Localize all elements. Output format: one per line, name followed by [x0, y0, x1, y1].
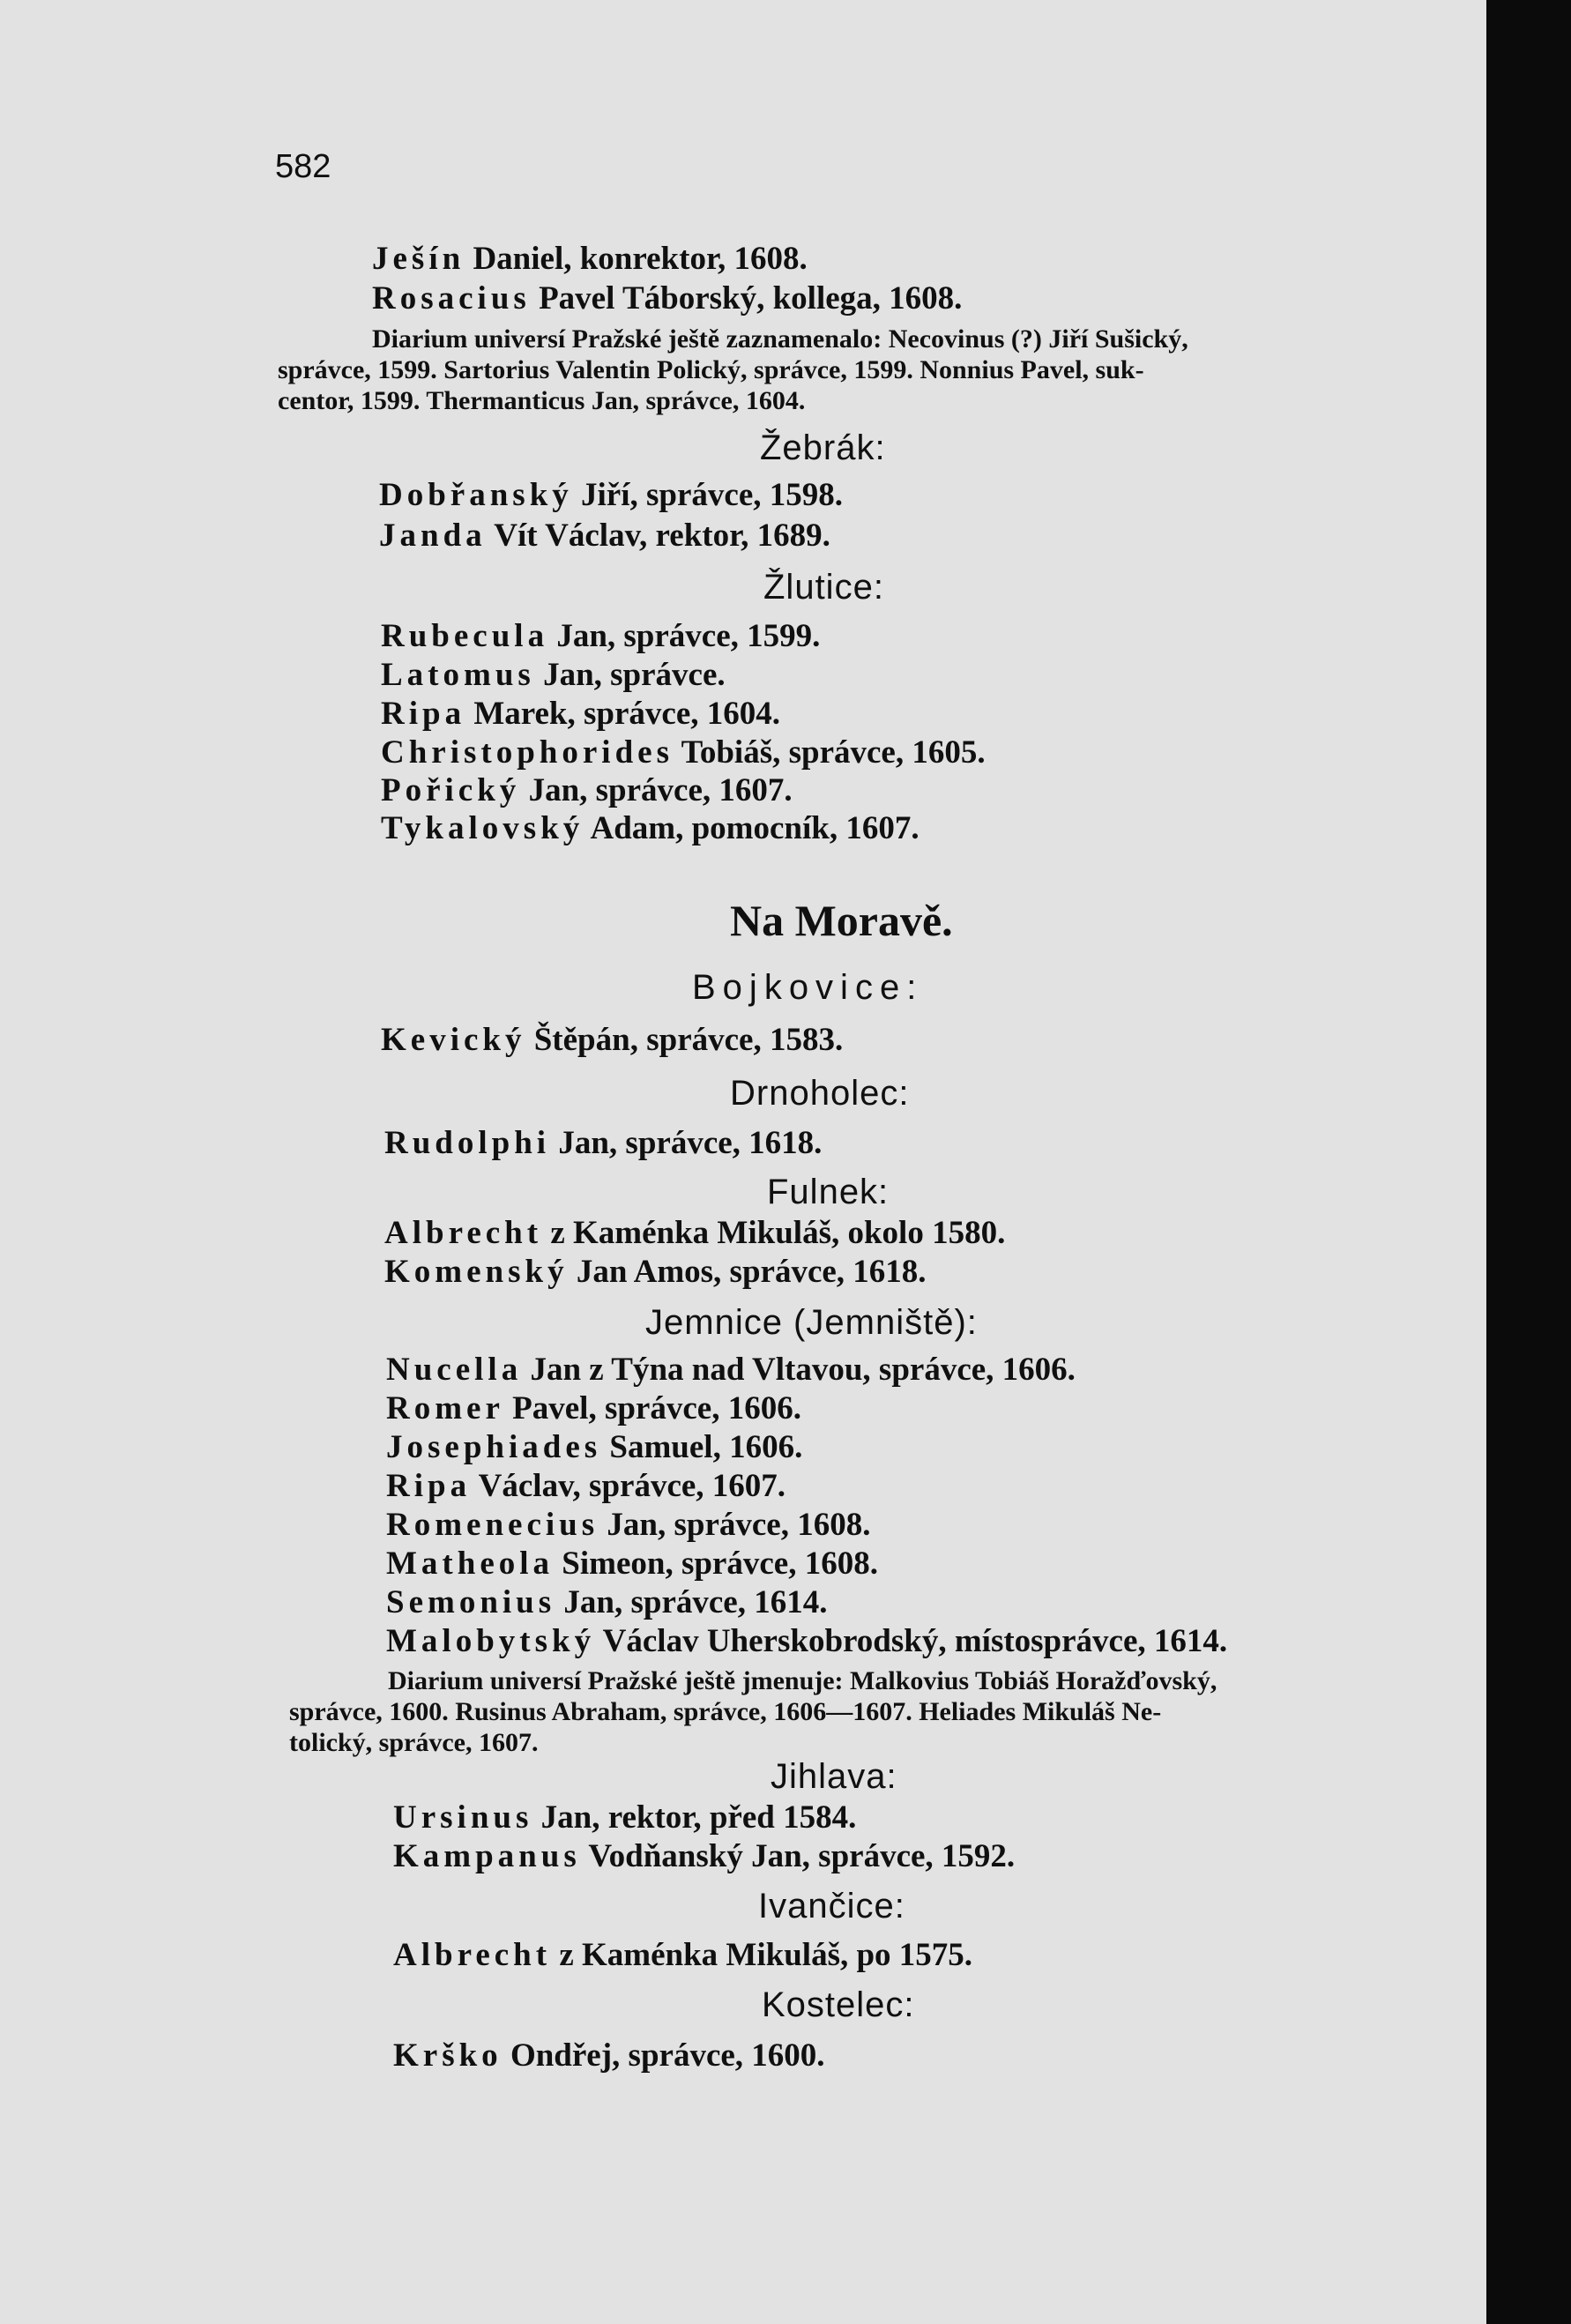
entry-surname: Ripa	[381, 696, 466, 732]
entry-line	[384, 1214, 1005, 1252]
entry-line	[386, 1506, 870, 1544]
note-line: správce, 1600. Rusinus Abraham, správce, 1606—1607. Heliades Mikuláš Ne-	[289, 1697, 1162, 1726]
entry-line	[386, 1545, 878, 1583]
entry-details: Jan z Týna nad Vltavou, správce, 1606.	[522, 1352, 1076, 1388]
place-heading: Kostelec:	[762, 1985, 915, 2024]
entry-surname: Janda	[379, 518, 487, 554]
place-heading: Jihlava:	[771, 1757, 897, 1796]
entry-surname: Malobytský	[386, 1623, 596, 1659]
entry-details: Daniel, konrektor, 1608.	[465, 241, 808, 277]
place-heading: Bojkovice:	[692, 968, 924, 1007]
entry-details: z Kaménka Mikuláš, okolo 1580.	[542, 1215, 1006, 1251]
entry-surname: Ursinus	[393, 1799, 533, 1836]
entry-surname: Rudolphi	[384, 1125, 551, 1161]
entry-surname: Albrecht	[384, 1215, 543, 1251]
note-line: Diarium universí Pražské ještě zaznamenalo: Necovinus (?) Jiří Sušický,	[372, 324, 1188, 354]
entry-line	[393, 1837, 1015, 1875]
entry-line	[386, 1467, 786, 1505]
entry-details: Jan, správce.	[534, 657, 726, 693]
note-line: centor, 1599. Thermanticus Jan, správce, 1604.	[278, 386, 806, 415]
entry-line	[379, 476, 843, 514]
note-line: Diarium universí Pražské ještě jmenuje: Malkovius Tobiáš Horažďovský,	[388, 1666, 1217, 1695]
entry-line	[381, 695, 780, 733]
entry-line	[386, 1428, 802, 1466]
entry-details: Ondřej, správce, 1600.	[502, 2037, 825, 2074]
region-heading: Na Moravě.	[730, 896, 953, 945]
entry-details: z Kaménka Mikuláš, po 1575.	[551, 1937, 973, 1973]
entry-surname: Komenský	[384, 1254, 569, 1290]
entry-surname: Semonius	[386, 1584, 556, 1620]
entry-surname: Matheola	[386, 1546, 555, 1582]
entry-surname: Josephiades	[386, 1429, 602, 1465]
entry-line	[393, 1799, 856, 1836]
entry-details: Vodňanský Jan, správce, 1592.	[580, 1838, 1016, 1874]
entry-line	[381, 617, 820, 655]
entry-line	[393, 1936, 972, 1974]
entry-details: Jan, správce, 1607.	[520, 772, 793, 808]
entry-details: Vít Václav, rektor, 1689.	[486, 518, 830, 554]
entry-details: Pavel Táborský, kollega, 1608.	[530, 280, 963, 317]
entry-surname: Christophorides	[381, 734, 674, 771]
entry-surname: Nucella	[386, 1352, 523, 1388]
entry-surname: Kevický	[381, 1022, 526, 1058]
entry-line	[386, 1583, 827, 1621]
entry-line	[381, 809, 920, 847]
entry-details: Štěpán, správce, 1583.	[525, 1022, 844, 1058]
entry-surname: Krško	[393, 2037, 503, 2074]
entry-line	[372, 279, 962, 317]
entry-line	[386, 1351, 1076, 1389]
entry-details: Marek, správce, 1604.	[465, 696, 780, 732]
place-heading: Drnoholec:	[730, 1074, 910, 1113]
entry-details: Tobiáš, správce, 1605.	[673, 734, 986, 771]
place-heading: Jemnice (Jemniště):	[645, 1303, 978, 1342]
entry-line	[381, 771, 793, 809]
place-heading: Ivančice:	[758, 1887, 905, 1925]
entry-surname: Kampanus	[393, 1838, 581, 1874]
entry-details: Jan, správce, 1599.	[548, 618, 821, 654]
entry-details: Václav Uherskobrodský, místosprávce, 1614.	[595, 1623, 1228, 1659]
entry-details: Jan, rektor, před 1584.	[532, 1799, 857, 1836]
entry-line	[372, 240, 808, 278]
entry-surname: Tykalovský	[381, 810, 584, 846]
entry-surname: Pořický	[381, 772, 521, 808]
scan-edge	[1486, 0, 1571, 2324]
entry-surname: Ripa	[386, 1468, 472, 1504]
entry-details: Simeon, správce, 1608.	[554, 1546, 878, 1582]
entry-line	[384, 1124, 822, 1162]
entry-surname: Ješín	[372, 241, 465, 277]
entry-details: Pavel, správce, 1606.	[503, 1390, 801, 1426]
entry-line	[381, 1021, 843, 1059]
entry-details: Jan, správce, 1608.	[599, 1507, 871, 1543]
place-heading: Fulnek:	[767, 1173, 890, 1211]
entry-line	[381, 656, 726, 694]
entry-line	[386, 1622, 1227, 1660]
entry-surname: Romer	[386, 1390, 504, 1426]
entry-details: Jan Amos, správce, 1618.	[568, 1254, 927, 1290]
entry-details: Václav, správce, 1607.	[471, 1468, 786, 1504]
place-heading: Žebrák:	[760, 428, 886, 467]
entry-details: Jan, správce, 1614.	[555, 1584, 828, 1620]
entry-surname: Romenecius	[386, 1507, 599, 1543]
entry-surname: Albrecht	[393, 1937, 552, 1973]
entry-line	[386, 1389, 801, 1427]
entry-details: Jan, správce, 1618.	[550, 1125, 823, 1161]
entry-surname: Dobřanský	[379, 477, 573, 513]
entry-line	[393, 2037, 825, 2074]
entry-surname: Rubecula	[381, 618, 549, 654]
entry-surname: Rosacius	[372, 280, 531, 317]
page-number: 582	[275, 148, 331, 185]
entry-details: Samuel, 1606.	[601, 1429, 803, 1465]
entry-line	[384, 1253, 927, 1291]
entry-surname: Latomus	[381, 657, 535, 693]
note-line: správce, 1599. Sartorius Valentin Polický, správce, 1599. Nonnius Pavel, suk-	[278, 355, 1144, 384]
entry-line	[381, 734, 986, 771]
entry-details: Adam, pomocník, 1607.	[584, 810, 920, 846]
note-line: tolický, správce, 1607.	[289, 1728, 539, 1757]
place-heading: Žlutice:	[763, 568, 884, 607]
entry-line	[379, 517, 830, 555]
entry-details: Jiří, správce, 1598.	[572, 477, 844, 513]
